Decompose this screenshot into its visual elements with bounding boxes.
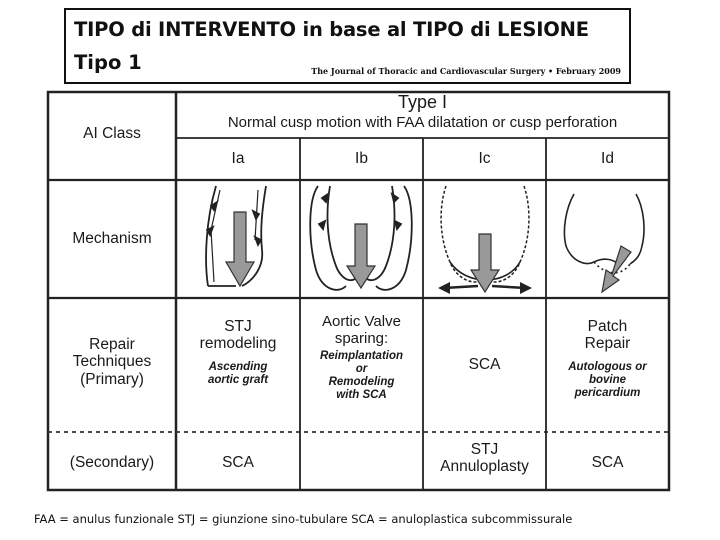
- mechanism-ib-diagram: [310, 186, 412, 290]
- row-label-ai-class: AI Class: [83, 125, 141, 142]
- page-subtitle: Tipo 1: [74, 51, 142, 74]
- repair-label-line1: Repair: [89, 336, 135, 353]
- page-title: TIPO di INTERVENTO in base al TIPO di LESIONE: [74, 18, 589, 41]
- mechanism-ia-diagram: [206, 186, 266, 286]
- mechanism-id-diagram: [564, 194, 644, 292]
- secondary-ic: STJ Annuloplasty: [440, 441, 529, 476]
- row-label-secondary: (Secondary): [69, 454, 155, 471]
- mechanism-ic-diagram: [438, 186, 532, 294]
- primary-ic: SCA: [468, 356, 501, 373]
- subtype-id: Id: [601, 150, 614, 167]
- row-label-mechanism: Mechanism: [72, 230, 152, 247]
- journal-reference: The Journal of Thoracic and Cardiovascular Surgery • February 2009: [311, 66, 621, 76]
- repair-label-line2: Techniques: [72, 353, 152, 371]
- abbreviations-footnote: FAA = anulus funzionale STJ = giunzione sino-tubulare SCA = anuloplastica subcommissurale: [34, 512, 573, 526]
- primary-ib: Aortic Valve sparing: Reimplantation or Remodeling with SCA: [319, 313, 404, 402]
- subtype-ic: Ic: [478, 150, 491, 167]
- classification-table: [46, 90, 671, 492]
- subtype-ia: Ia: [231, 150, 245, 167]
- title-box: [64, 8, 631, 84]
- primary-ia: STJ remodeling Ascending aortic graft: [199, 318, 277, 386]
- type-header: Type I: [397, 92, 448, 112]
- secondary-id: SCA: [591, 454, 624, 471]
- repair-label-line3: (Primary): [80, 370, 144, 388]
- secondary-ia: SCA: [222, 454, 254, 471]
- type-description: Normal cusp motion with FAA dilatation or cusp perforation: [227, 114, 618, 131]
- row-label-repair: [48, 336, 176, 388]
- subtype-ib: Ib: [355, 150, 368, 167]
- primary-id: Patch Repair Autologous or bovine pericardium: [568, 318, 647, 400]
